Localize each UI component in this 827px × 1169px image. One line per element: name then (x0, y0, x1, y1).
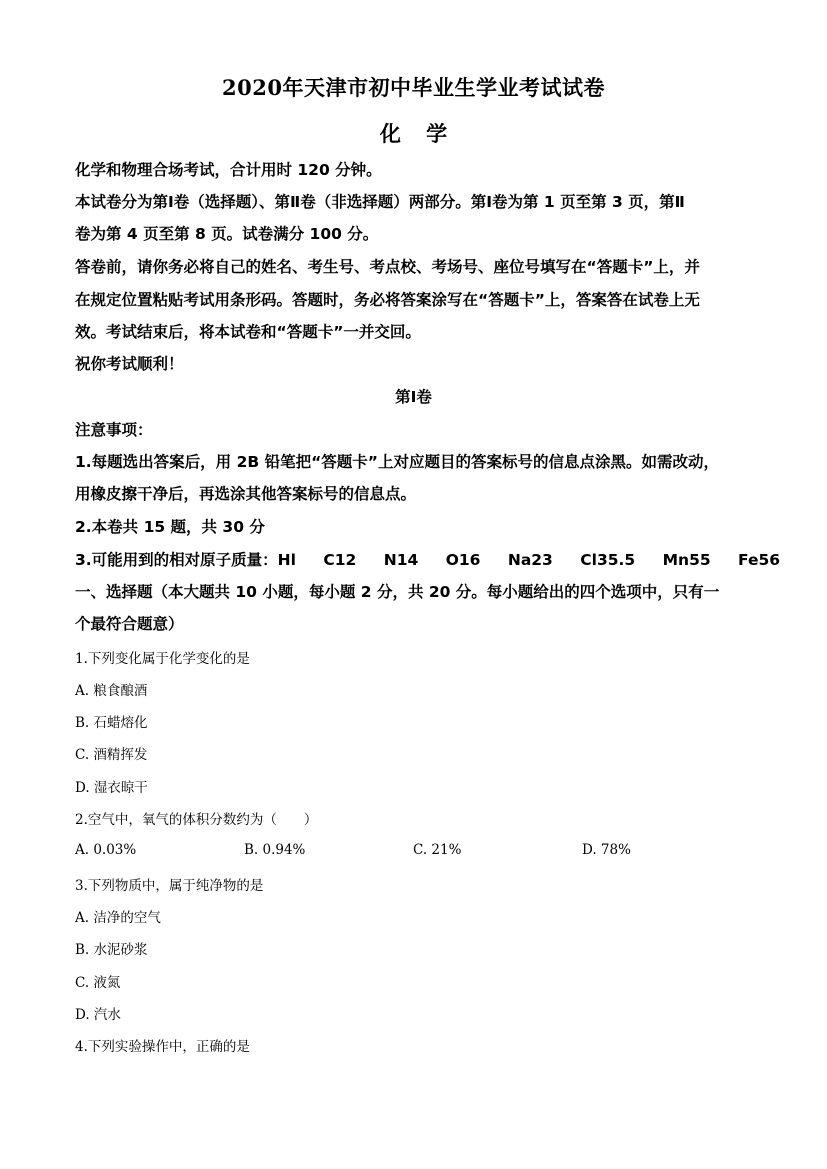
atomic-mass-line (75, 548, 802, 570)
intro-line-1: 化学和物理合场考试，合计用时 120 分钟。 (75, 161, 382, 179)
intro-line-2: 本试卷分为第Ⅰ卷（选择题）、第Ⅱ卷（非选择题）两部分。第Ⅰ卷为第 1 页至第 3 页，第Ⅱ (75, 193, 685, 211)
intro-line-6: 效。考试结束后，将本试卷和“答题卡”一并交回。 (75, 323, 421, 341)
section-title: 第Ⅰ卷 (395, 388, 432, 406)
question-1-stem: 1.下列变化属于化学变化的是 (75, 651, 250, 667)
question-1-option-d: D. 湿衣晾干 (75, 780, 148, 796)
question-4-stem: 4.下列实验操作中，正确的是 (75, 1039, 250, 1055)
exam-title: 2020年天津市初中毕业生学业考试试卷 (222, 75, 605, 100)
question-1-option-b: B. 石蜡熔化 (75, 715, 148, 731)
notes-heading: 注意事项： (75, 421, 153, 439)
intro-line-4: 答卷前，请你务必将自己的姓名、考生号、考点校、考场号、座位号填写在“答题卡”上，并 (75, 258, 700, 276)
question-2-options (75, 842, 775, 862)
note-line-1: 1.每题选出答案后，用 2B 铅笔把“答题卡”上对应题目的答案标号的信息点涂黑。如需改动， (75, 453, 719, 471)
question-3-option-b: B. 水泥砂浆 (75, 942, 148, 958)
good-luck-line: 祝你考试顺利！ (75, 355, 184, 373)
atomic-mass-n: N14 (383, 551, 419, 569)
atomic-mass-cl: Cl35.5 (580, 551, 636, 569)
question-2-option-c: C. 21% (413, 842, 462, 858)
question-2-option-a: A. 0.03% (75, 842, 137, 858)
subject-title: 化 学 (379, 121, 448, 146)
part-one-line-2: 个最符合题意） (75, 615, 184, 633)
atomic-mass-na: Na23 (507, 551, 553, 569)
atomic-mass-mn: Mn55 (662, 551, 711, 569)
question-3-stem: 3.下列物质中，属于纯净物的是 (75, 878, 264, 894)
intro-line-3: 卷为第 4 页至第 8 页。试卷满分 100 分。 (75, 225, 379, 243)
note-line-3: 2.本卷共 15 题，共 30 分 (75, 518, 265, 536)
question-2-option-d: D. 78% (582, 842, 631, 858)
note-line-2: 用橡皮擦干净后，再选涂其他答案标号的信息点。 (75, 485, 417, 503)
question-2-option-b: B. 0.94% (244, 842, 306, 858)
question-3-option-d: D. 汽水 (75, 1007, 121, 1023)
question-3-option-c: C. 液氮 (75, 975, 121, 991)
atomic-mass-o: O16 (445, 551, 481, 569)
atomic-mass-fe: Fe56 (738, 551, 781, 569)
atomic-mass-label: 3.可能用到的相对原子质量：Hl (75, 551, 296, 569)
question-2-stem: 2.空气中，氧气的体积分数约为（ ） (75, 812, 318, 828)
question-1-option-a: A. 粮食酿酒 (75, 683, 148, 699)
question-3-option-a: A. 洁净的空气 (75, 910, 161, 926)
question-1-option-c: C. 酒精挥发 (75, 747, 148, 763)
intro-line-5: 在规定位置粘贴考试用条形码。答题时，务必将答案涂写在“答题卡”上，答案答在试卷上无 (75, 291, 700, 309)
part-one-line-1: 一、选择题（本大题共 10 小题，每小题 2 分，共 20 分。每小题给出的四个选项中，只有一 (75, 583, 720, 601)
atomic-mass-c: C12 (323, 551, 357, 569)
